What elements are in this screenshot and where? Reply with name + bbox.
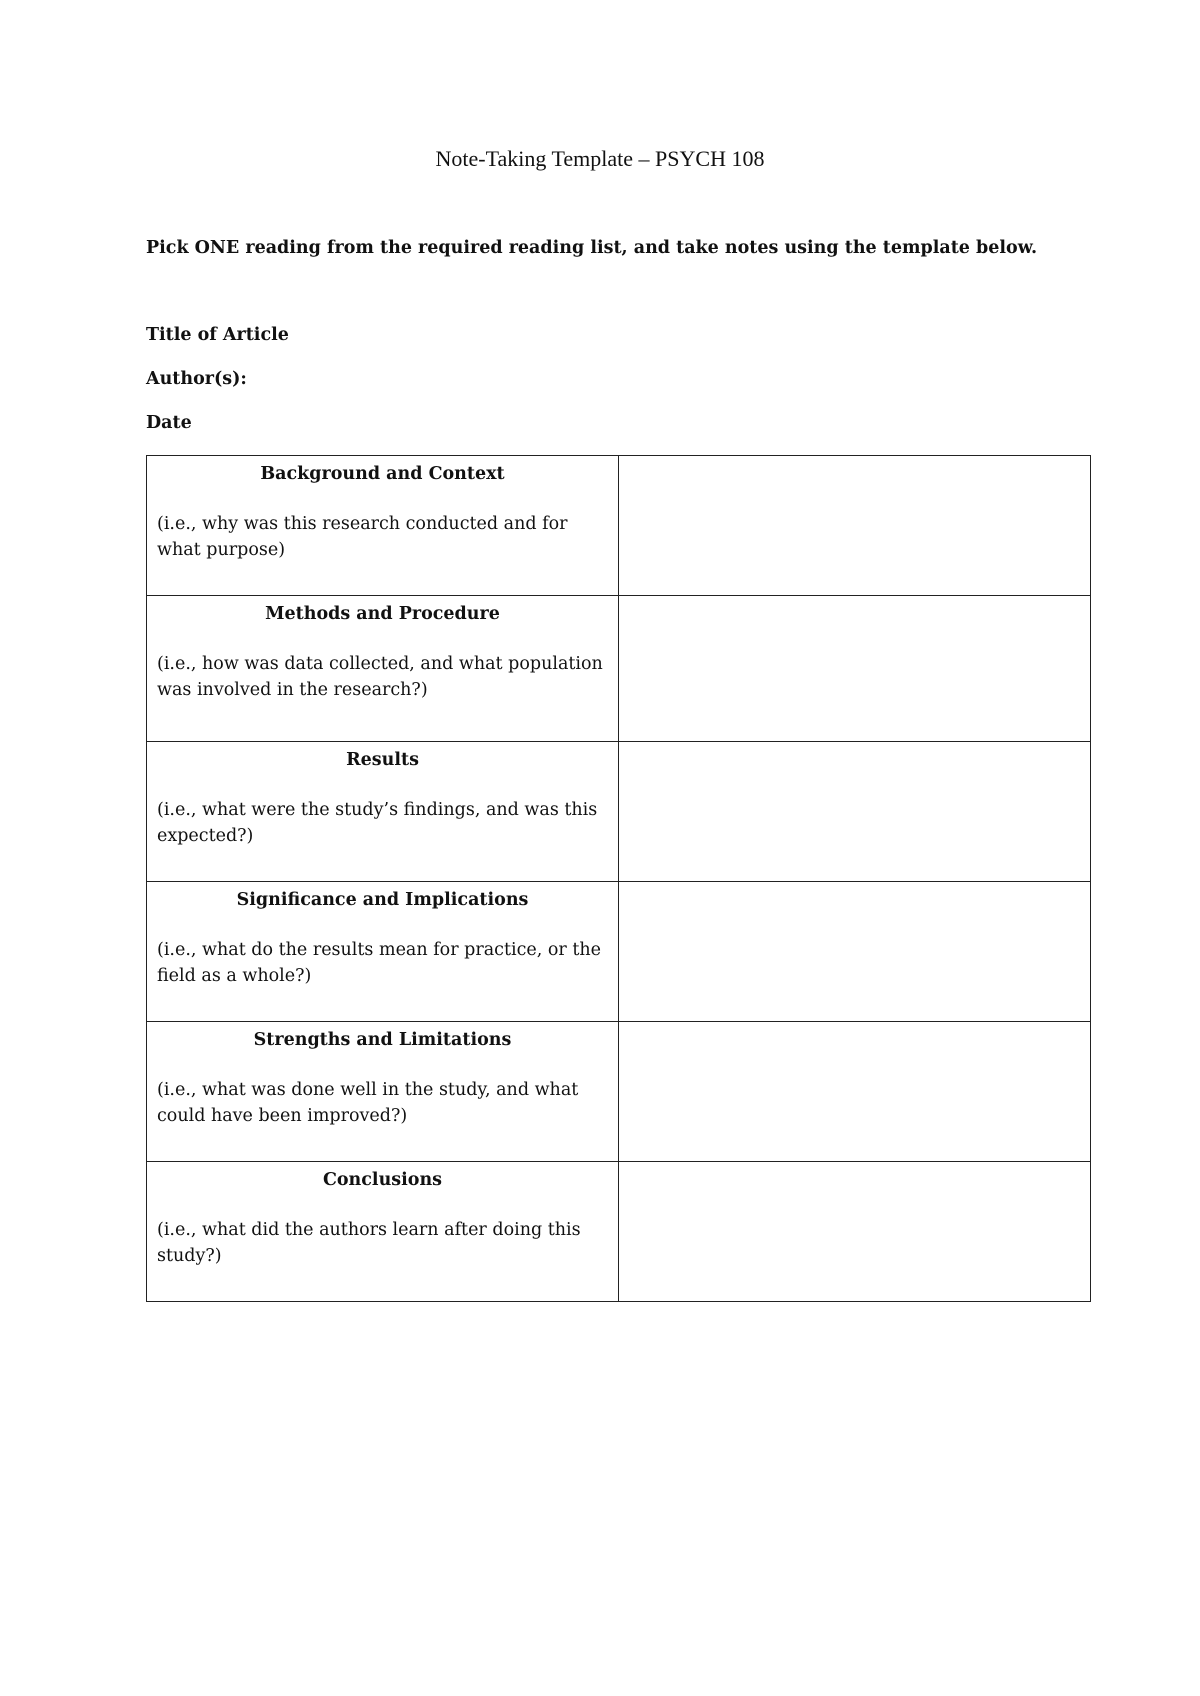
table-row	[147, 742, 1091, 882]
prompt-cell-conclusions	[147, 1162, 619, 1302]
page-title: Note-Taking Template – PSYCH 108	[435, 146, 765, 171]
section-hint: (i.e., why was this research conducted and for what purpose)	[157, 514, 568, 560]
table-row	[147, 456, 1091, 596]
notes-cell-methods[interactable]	[619, 596, 1091, 742]
notes-cell-results[interactable]	[619, 742, 1091, 882]
section-heading: Methods and Procedure	[265, 604, 500, 624]
article-title-label: Title of Article	[146, 325, 289, 345]
section-hint: (i.e., how was data collected, and what population was involved in the research?)	[157, 654, 603, 700]
prompt-cell-methods	[147, 596, 619, 742]
table-row	[147, 1022, 1091, 1162]
prompt-cell-significance	[147, 882, 619, 1022]
section-hint: (i.e., what were the study’s findings, and was this expected?)	[157, 800, 598, 846]
section-hint: (i.e., what was done well in the study, and what could have been improved?)	[157, 1080, 579, 1126]
section-heading: Significance and Implications	[236, 890, 529, 910]
prompt-cell-background	[147, 456, 619, 596]
notes-cell-background[interactable]	[619, 456, 1091, 596]
section-heading: Background and Context	[260, 464, 505, 484]
table-row	[147, 1162, 1091, 1302]
notes-cell-strengths[interactable]	[619, 1022, 1091, 1162]
section-hint: (i.e., what did the authors learn after doing this study?)	[157, 1220, 581, 1266]
notes-table	[146, 455, 1091, 1302]
section-heading: Conclusions	[322, 1170, 443, 1190]
instructions-text: Pick ONE reading from the required reading list, and take notes using the template below.	[146, 238, 1038, 258]
prompt-cell-results	[147, 742, 619, 882]
table-row	[147, 882, 1091, 1022]
prompt-cell-strengths	[147, 1022, 619, 1162]
notes-cell-conclusions[interactable]	[619, 1162, 1091, 1302]
section-heading: Strengths and Limitations	[253, 1030, 512, 1050]
notes-cell-significance[interactable]	[619, 882, 1091, 1022]
date-label: Date	[146, 413, 192, 433]
table-row	[147, 596, 1091, 742]
section-hint: (i.e., what do the results mean for practice, or the field as a whole?)	[157, 940, 601, 986]
authors-label: Author(s):	[146, 369, 247, 389]
section-heading: Results	[346, 750, 419, 770]
